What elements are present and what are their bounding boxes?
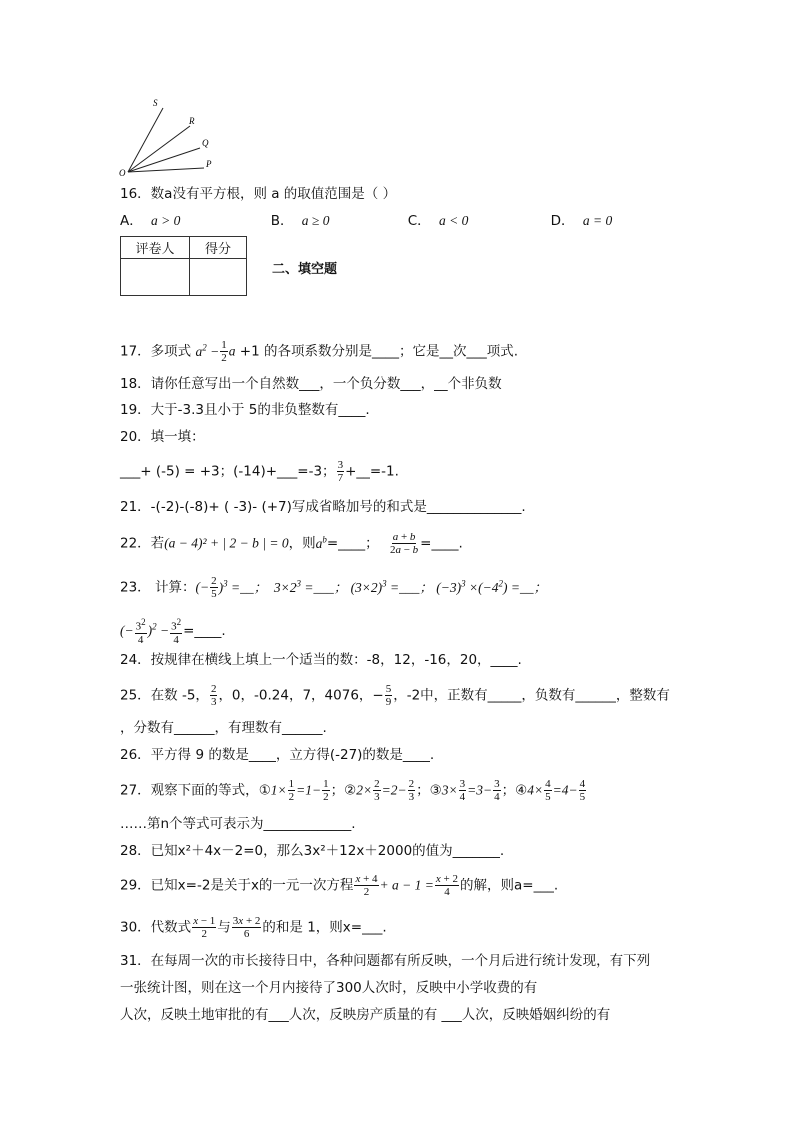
q25-c: ，-2中，正数有_____，负数有______，整数有 bbox=[393, 687, 670, 704]
q29-mid: 的解，则a=___. bbox=[460, 877, 559, 894]
score-header: 得分 bbox=[190, 237, 247, 259]
q23-l2tail: =____. bbox=[183, 622, 226, 639]
q22-mid2: =____； bbox=[326, 535, 379, 552]
q19: 19．大于-3.3且小于 5的非负整数有____. bbox=[120, 402, 370, 418]
q16-options bbox=[120, 212, 612, 230]
q29: 29．已知x=-2是关于x的一元一次方程 $\frac{x + 4}{2}$ + a − 1 = $\frac{x + 2}{4}$ 的解，则a=___. bbox=[120, 873, 559, 898]
q30-mid: 与 bbox=[217, 919, 231, 936]
q22-tail: =____. bbox=[420, 535, 463, 552]
q17-tail: 的各项系数分别是____；它是__次___项式. bbox=[263, 343, 519, 360]
option-c-text: a < 0 bbox=[438, 213, 469, 228]
section-title: 二、填空题 bbox=[272, 262, 338, 277]
q20-title: 20．填一填： bbox=[120, 429, 205, 445]
q31-line3: 人次，反映土地审批的有___人次，反映房产质量的有 ___人次，反映婚姻纠纷的有 bbox=[120, 1007, 611, 1023]
grader-header: 评卷人 bbox=[121, 237, 190, 259]
q31-line1: 31．在每周一次的市长接待日中，各种问题都有所反映，一个月后进行统计发现，有下列 bbox=[120, 953, 651, 969]
q27-line2: ……第n个等式可表示为_____________. bbox=[120, 816, 356, 832]
q27-pre: 27．观察下面的等式， bbox=[120, 782, 259, 799]
q20-tail: +__=-1. bbox=[345, 463, 399, 480]
option-c-letter: C． bbox=[407, 213, 431, 229]
option-b-letter: B． bbox=[270, 213, 294, 229]
angle-figure bbox=[118, 96, 228, 178]
q25-line2: ，分数有______，有理数有______. bbox=[120, 720, 327, 736]
option-d-letter: D． bbox=[550, 213, 575, 229]
q23-pre: 23． 计算： bbox=[120, 579, 196, 596]
label-q: Q bbox=[202, 138, 209, 148]
q23-line2: (− $\frac{3^2}{4}$ )$^2$ − $\frac{3^2}{4}$ =____. bbox=[120, 617, 226, 646]
q20-line: ___+ (-5) = +3；(-14)+___=-3； $\frac{3}{7}$ +__=-1. bbox=[120, 459, 399, 484]
q23-line1: 23． 计算：(− $\frac{2}{5}$ )$^3$ =__； $3\times 2^3$ =___； $(3\times 2)^3$ =___； $(-3)^3 \times(-4^2)$ =__； bbox=[120, 575, 547, 600]
q25-line1: 25．在数 -5， $\frac{2}{3}$ ，0，-0.24，7，4076，− $\frac{5}{9}$ ，-2中，正数有_____，负数有______，整数有 bbox=[120, 683, 670, 708]
q27-line1: 27．观察下面的等式，①1× $\frac{1}{2}$ =1− $\frac{1}{2}$ ；②2× $\frac{2}{3}$ =2− $\frac{2}{3}$ ；③3× $\frac{3}{4}$ =3− $\frac{3}{4}$ ；④4× $\frac{4}{5}$ =4− $\frac{4}{5}$ bbox=[120, 778, 586, 803]
q17: 17．多项式 $a^2$ − $\frac{1}{2}$ a +1 的各项系数分别是____；它是__次___项式. bbox=[120, 339, 519, 364]
option-d-text: a = 0 bbox=[582, 213, 613, 228]
q16-stem: 16．数a没有平方根，则 a 的取值范围是（ ） bbox=[120, 186, 397, 202]
option-b-text: a ≥ 0 bbox=[301, 213, 330, 228]
q22: 22．若(a − 4)² + | 2 − b | = 0，则$a^b=\_\_\_\_$； $\frac{a + b}{2a - b}$ =____. bbox=[120, 531, 463, 556]
q22-expr: (a − 4)² + | 2 − b | = 0 bbox=[164, 535, 289, 551]
q29-pre: 29．已知x=-2是关于x的一元一次方程 bbox=[120, 877, 354, 894]
q24: 24．按规律在横线上填上一个适当的数：-8，12，-16，20，____. bbox=[120, 652, 522, 668]
q30-pre: 30．代数式 bbox=[120, 919, 192, 936]
q28: 28．已知x²＋4x－2=0，那么3x²＋12x＋2000的值为_______. bbox=[120, 843, 505, 859]
label-s: S bbox=[153, 98, 158, 108]
q30-tail: 的和是 1，则x=___. bbox=[262, 919, 387, 936]
score-table bbox=[120, 236, 247, 296]
q21: 21．-(-2)-(-8)+ ( -3)- (+7)写成省略加号的和式是______________. bbox=[120, 499, 526, 515]
option-a-letter: A． bbox=[120, 213, 143, 229]
q26: 26．平方得 9 的数是____，立方得(-27)的数是____. bbox=[120, 747, 435, 763]
label-r: R bbox=[189, 116, 195, 126]
q30: 30．代数式 $\frac{x - 1}{2}$ 与 $\frac{3x + 2}{6}$ 的和是 1，则x=___. bbox=[120, 915, 387, 940]
grader-cell[interactable] bbox=[121, 259, 190, 296]
q20-text: ___+ (-5) = +3；(-14)+___=-3； bbox=[120, 463, 336, 480]
option-a-text: a > 0 bbox=[151, 213, 181, 228]
q25-b: ，0，-0.24，7，4076，− bbox=[218, 687, 384, 704]
label-o: O bbox=[119, 168, 126, 178]
q25-a: 25．在数 -5， bbox=[120, 687, 209, 704]
label-p: P bbox=[206, 159, 212, 169]
score-cell[interactable] bbox=[190, 259, 247, 296]
q31-line2: 一张统计图，则在这一个月内接待了300人次时，反映中小学收费的有 bbox=[120, 980, 538, 996]
q22-mid: ，则 bbox=[288, 535, 316, 552]
q17-num: 17．多项式 bbox=[120, 343, 192, 360]
q18: 18．请你任意写出一个自然数___，一个负分数___，__个非负数 bbox=[120, 376, 502, 392]
q22-pre: 22．若 bbox=[120, 535, 165, 552]
